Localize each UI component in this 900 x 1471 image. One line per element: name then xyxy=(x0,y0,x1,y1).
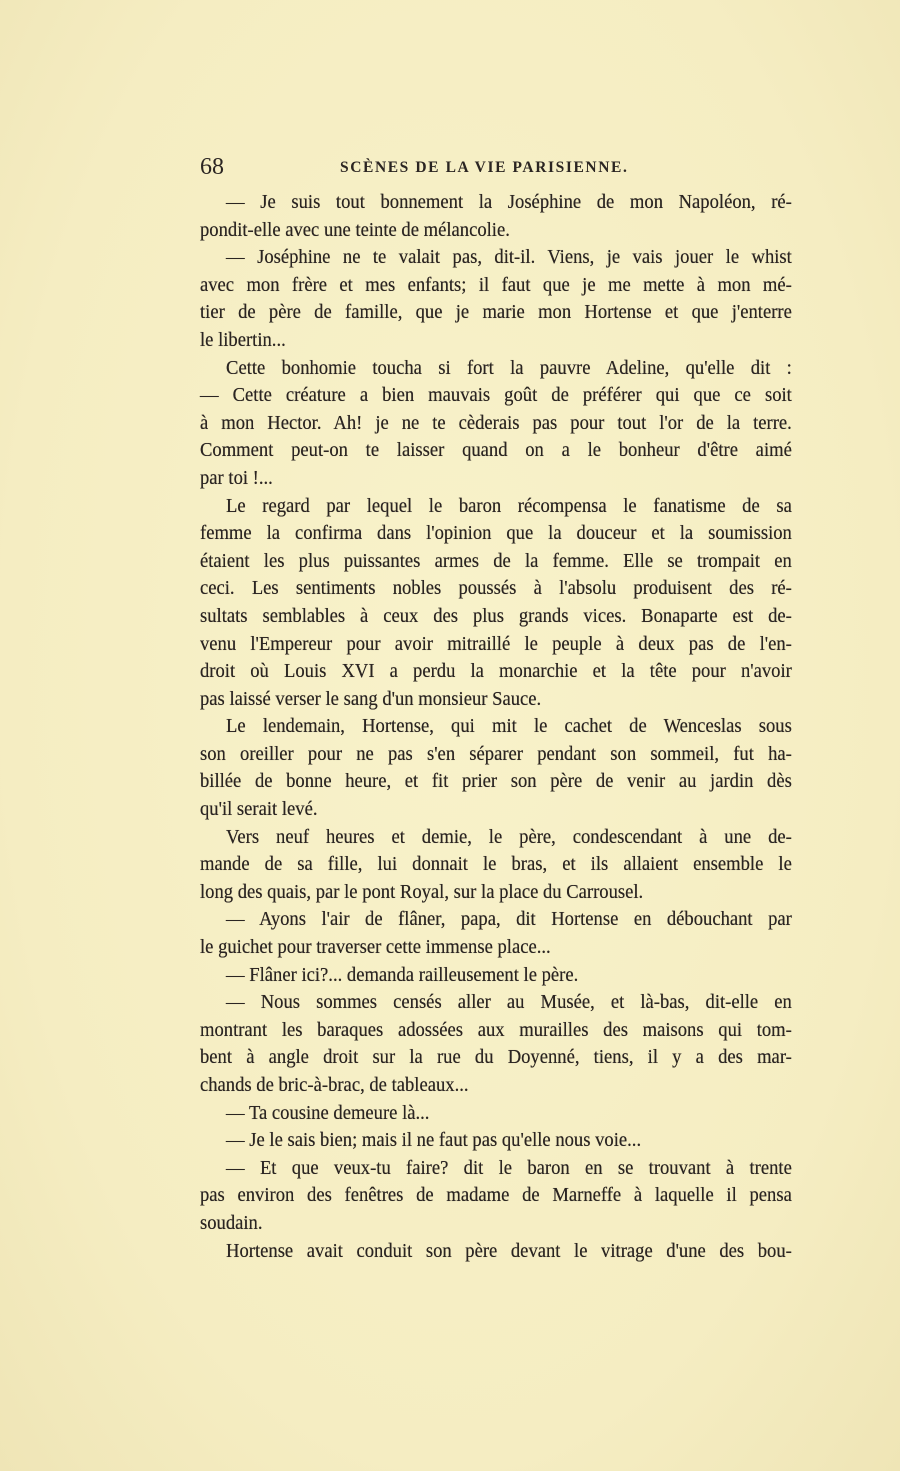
text-line: son oreiller pour ne pas s'en séparer pendant son sommeil, fut ha- xyxy=(200,742,792,765)
text-line: par toi !... xyxy=(200,466,273,489)
text-line: long des quais, par le pont Royal, sur la place du Carrousel. xyxy=(200,880,644,903)
text-line: Cette bonhomie toucha si fort la pauvre Adeline, qu'elle dit : xyxy=(226,356,792,379)
text-line: Le lendemain, Hortense, qui mit le cachet de Wenceslas sous xyxy=(226,715,792,738)
text-line: qu'il serait levé. xyxy=(200,798,318,821)
text-line: ceci. Les sentiments nobles poussés à l'absolu produisent des ré- xyxy=(200,577,792,600)
text-line: — Ta cousine demeure là... xyxy=(226,1101,430,1124)
text-line: avec mon frère et mes enfants; il faut que je me mette à mon mé- xyxy=(200,273,792,296)
text-line: femme la confirma dans l'opinion que la douceur et la soumission xyxy=(200,522,792,545)
body-text xyxy=(200,189,792,1265)
text-line: tier de père de famille, que je marie mon Hortense et que j'enterre xyxy=(200,301,792,324)
text-line: sultats semblables à ceux des plus grands vices. Bonaparte est de- xyxy=(200,604,792,627)
text-line: chands de bric-à-brac, de tableaux... xyxy=(200,1074,469,1096)
running-title: SCÈNES DE LA VIE PARISIENNE. xyxy=(340,159,629,176)
text-line: — Cette créature a bien mauvais goût de préférer qui que ce soit xyxy=(200,384,792,407)
text-line: droit où Louis XVI a perdu la monarchie et la tête pour n'avoir xyxy=(200,660,792,683)
text-line: — Je suis tout bonnement la Joséphine de mon Napoléon, ré- xyxy=(226,191,792,213)
page-number: 68 xyxy=(200,154,224,180)
text-line: à mon Hector. Ah! je ne te cèderais pas pour tout l'or de la terre. xyxy=(200,411,792,434)
text-line: — Flâner ici?... demanda railleusement le père. xyxy=(226,963,579,986)
text-line: pas laissé verser le sang d'un monsieur Sauce. xyxy=(200,687,542,710)
text-line: — Nous sommes censés aller au Musée, et là-bas, dit-elle en xyxy=(226,991,792,1014)
text-line: — Ayons l'air de flâner, papa, dit Hortense en débouchant par xyxy=(226,908,792,931)
text-line: soudain. xyxy=(200,1211,263,1234)
text-line: Comment peut-on te laisser quand on a le bonheur d'être aimé xyxy=(200,439,792,462)
text-line: Vers neuf heures et demie, le père, condescendant à une de- xyxy=(226,825,792,848)
text-line: étaient les plus puissantes armes de la femme. Elle se trompait en xyxy=(200,549,792,572)
text-line: le libertin... xyxy=(200,328,286,351)
text-line: pas environ des fenêtres de madame de Marneffe à laquelle il pensa xyxy=(200,1184,792,1207)
text-line: Le regard par lequel le baron récompensa le fanatisme de sa xyxy=(226,494,792,517)
text-line: billée de bonne heure, et fit prier son père de venir au jardin dès xyxy=(200,770,792,793)
text-line: — Joséphine ne te valait pas, dit-il. Viens, je vais jouer le whist xyxy=(226,246,792,269)
text-line: bent à angle droit sur la rue du Doyenné, tiens, il y a des mar- xyxy=(200,1046,792,1069)
text-line: venu l'Empereur pour avoir mitraillé le peuple à deux pas de l'en- xyxy=(200,632,792,655)
page-header xyxy=(200,154,792,184)
text-line: pondit-elle avec une teinte de mélancolie. xyxy=(200,218,510,241)
text-line: — Et que veux-tu faire? dit le baron en se trouvant à trente xyxy=(226,1156,792,1179)
text-line: montrant les baraques adossées aux murailles des maisons qui tom- xyxy=(200,1018,792,1041)
text-line: — Je le sais bien; mais il ne faut pas qu'elle nous voie... xyxy=(226,1129,642,1152)
text-line: mande de sa fille, lui donnait le bras, et ils allaient ensemble le xyxy=(200,853,792,876)
text-line: le guichet pour traverser cette immense place... xyxy=(200,936,551,959)
text-line: Hortense avait conduit son père devant le vitrage d'une des bou- xyxy=(226,1239,792,1262)
